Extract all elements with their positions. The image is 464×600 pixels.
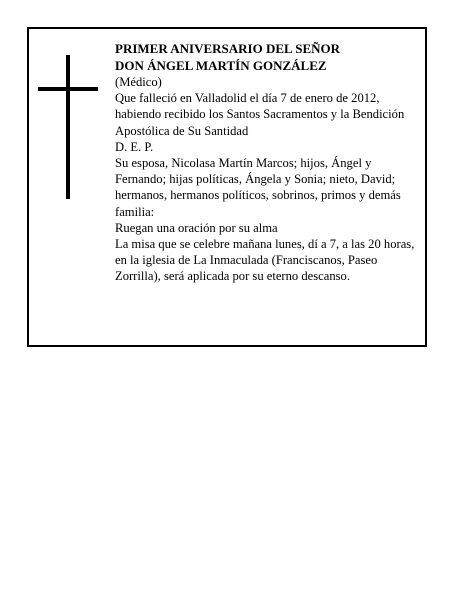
notice-title-line-1: PRIMER ANIVERSARIO DEL SEÑOR bbox=[115, 41, 341, 56]
obituary-notice bbox=[27, 27, 427, 347]
death-info: Que falleció en Valladolid el día 7 de enero de 2012, habiendo recibido los Santos Sacramentos y la Bendición Apostólica de Su Santidad bbox=[115, 91, 405, 138]
deceased-profession: (Médico) bbox=[115, 75, 162, 89]
rip-abbreviation: D. E. P. bbox=[115, 139, 154, 154]
cross-vertical-bar bbox=[66, 55, 70, 199]
family-list: Su esposa, Nicolasa Martín Marcos; hijos, Ángel y Fernando; hijas políticas, Ángela y Sonia; nieto, David; hermanos, hermanos políticos, sobrinos, primos y demás familia: bbox=[115, 156, 401, 219]
mass-info: La misa que se celebre mañana lunes, dí a 7, a las 20 horas, en la iglesia de La Inmaculada (Franciscanos, Paseo Zorrilla), será aplicada por su eterno descanso. bbox=[115, 237, 415, 284]
cross-horizontal-bar bbox=[38, 87, 98, 91]
prayer-request: Ruegan una oración por su alma bbox=[115, 220, 278, 235]
notice-title-line-2: DON ÁNGEL MARTÍN GONZÁLEZ bbox=[115, 58, 327, 73]
notice-text bbox=[115, 40, 419, 285]
cross-icon bbox=[38, 55, 98, 199]
